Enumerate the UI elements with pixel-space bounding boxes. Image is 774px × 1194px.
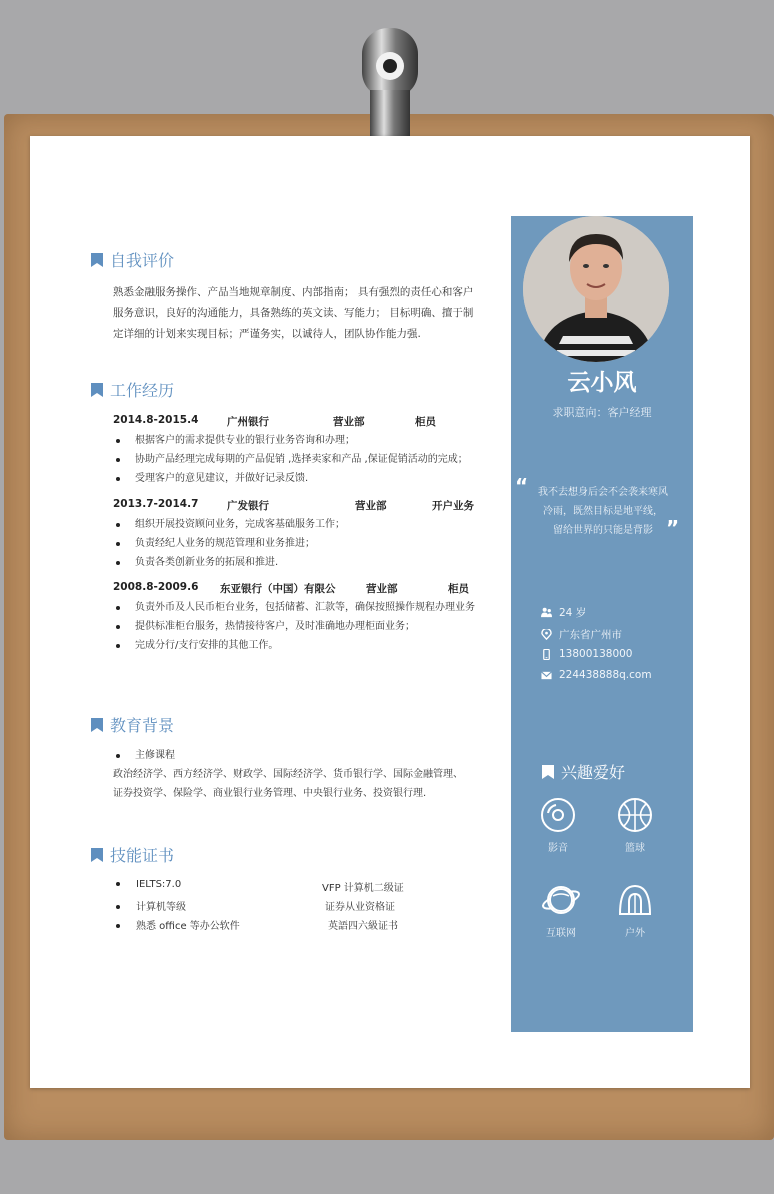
course-text: 政治经济学、西方经济学、财政学、国际经济学、货币银行学、国际金融管理、 证券投资学、保险学、商业银行业务管理、中央银行业务、投资银行理.	[113, 769, 463, 799]
location-pin-icon	[541, 629, 552, 640]
list-item: 受理客户的意见建议，并做好记录反馈.	[113, 469, 498, 488]
job-period: 2013.7-2014.7	[113, 498, 199, 510]
bookmark-icon	[90, 847, 104, 863]
list-item: 负责外币及人民币柜台业务，包括储蓄、汇款等，确保按照操作规程办理业务	[113, 598, 498, 617]
skill-item: 英語四六級证书	[328, 921, 398, 932]
job-role: 柜员	[448, 583, 469, 595]
list-item: 组织开展投资顾问业务，完成客基础服务工作；	[113, 515, 498, 534]
list-item: 负责经纪人业务的规范管理和业务推进；	[113, 534, 498, 553]
job-company: 广发银行	[227, 500, 269, 512]
basketball-icon	[617, 797, 653, 833]
bookmark-icon	[90, 717, 104, 733]
skill-item: 计算机等级	[116, 898, 186, 913]
skill-item: IELTS:7.0	[116, 879, 181, 890]
section-title-education: 教育背景	[90, 713, 174, 736]
job-period: 2008.8-2009.6	[113, 581, 199, 593]
mail-icon	[541, 670, 552, 681]
job-role: 开户业务	[432, 500, 474, 512]
job-dept: 营业部	[355, 500, 387, 512]
person-portrait-icon	[523, 216, 669, 362]
job-intent: 求职意向：客户经理	[552, 406, 652, 419]
people-icon	[541, 607, 552, 618]
hobby-item: 互联网	[536, 882, 586, 939]
disc-icon	[540, 797, 576, 833]
hobby-item: 篮球	[610, 797, 660, 854]
list-item: 根据客户的需求提供专业的银行业务咨询和办理；	[113, 431, 498, 450]
section-title-self-eval: 自我评价	[90, 248, 174, 271]
avatar	[523, 216, 669, 362]
job-period: 2014.8-2015.4	[113, 414, 199, 426]
hobby-item: 户外	[610, 882, 660, 939]
job-dept: 营业部	[333, 416, 365, 428]
section-title-work: 工作经历	[90, 378, 174, 401]
job-role: 柜员	[415, 416, 436, 428]
list-item: 完成分行/支行安排的其他工作。	[113, 636, 498, 655]
bookmark-icon	[90, 382, 104, 398]
planet-icon	[541, 882, 581, 918]
tent-icon	[617, 882, 653, 918]
job-company: 东亚银行（中国）有限公	[220, 583, 336, 595]
info-age: 24 岁	[541, 605, 586, 620]
candidate-name: 云小风	[567, 370, 637, 396]
info-email: 224438888q.com	[541, 669, 652, 681]
list-item: 主修课程	[113, 746, 498, 765]
open-quote-icon: “	[515, 474, 529, 498]
close-quote-icon: ”	[666, 516, 680, 540]
info-location: 广东省广州市	[541, 627, 622, 642]
self-eval-text: 熟悉金融服务操作、产品当地规章制度、内部指南； 具有强烈的责任心和客户 服务意识，良好的沟通能力，具备熟练的英文读、写能力； 目标明确、擅于制 定详细的计划来实现目标；严谨务实，以诚待人，团队协作能力强.	[113, 286, 474, 340]
skill-item: 熟悉 office 等办公软件	[116, 917, 240, 932]
phone-icon	[541, 649, 552, 660]
job-duties	[113, 598, 498, 655]
list-item: 协助产品经理完成每期的产品促销 ,选择卖家和产品 ,保证促销活动的完成；	[113, 450, 498, 469]
list-item: 提供标准柜台服务，热情接待客户，及时准确地办理柜面业务；	[113, 617, 498, 636]
section-title-skills: 技能证书	[90, 843, 174, 866]
job-duties	[113, 431, 498, 488]
skill-item: VFP 计算机二级证	[322, 883, 404, 894]
job-duties	[113, 515, 498, 572]
education-list	[113, 746, 498, 765]
bookmark-icon	[90, 252, 104, 268]
bookmark-icon	[541, 764, 555, 780]
list-item: 负责各类创新业务的拓展和推进.	[113, 553, 498, 572]
job-dept: 营业部	[366, 583, 398, 595]
job-company: 广州银行	[227, 416, 269, 428]
hobby-item: 影音	[533, 797, 583, 854]
section-title-hobbies: 兴趣爱好	[541, 760, 625, 783]
motto-quote: 我不去想身后会不会袭来寒风 冷雨，既然目标是地平线， 留给世界的只能是背影	[538, 487, 668, 536]
skill-item: 证券从业资格证	[325, 902, 395, 913]
info-phone: 13800138000	[541, 648, 633, 660]
